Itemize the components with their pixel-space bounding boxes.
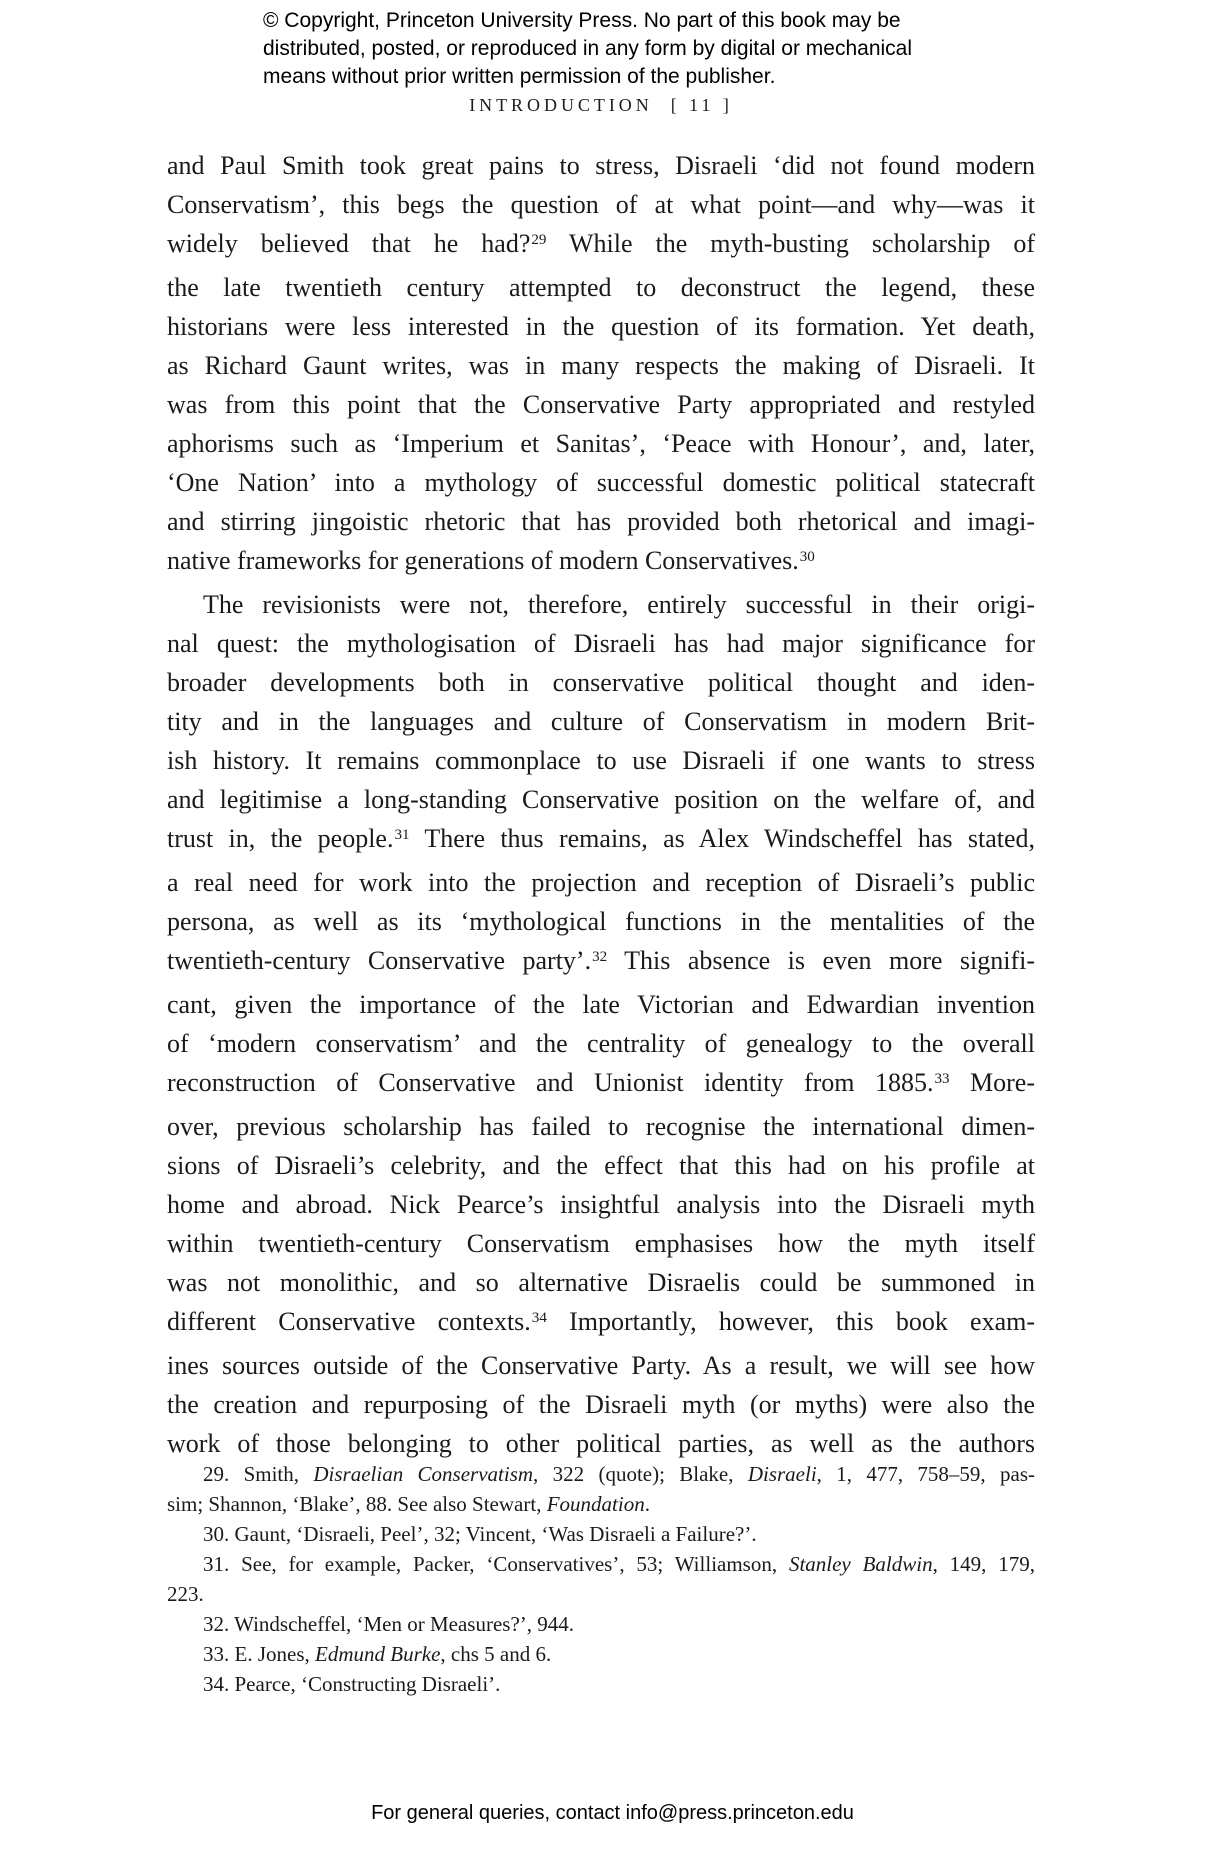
chapter-title: INTRODUCTION (469, 95, 653, 115)
paragraph: and Paul Smith took great pains to stress, Disraeli ‘did not found modern Conservatism’, this begs the question of at what point—and why—was it widely believed that he had?$^{29}$ While the myth-busting scholarship of the late twentieth century attempted to deconstruct the legend, these historians were less interested in the question of its formation. Yet death, as Richard Gaunt writes, was in many respects the making of Disraeli. It was from this point that the Conservative Party appropriated and restyled aphorisms such as ‘Imperium et Sanitas’, ‘Peace with Honour’, and, later, ‘One Nation’ into a mythology of successful domestic political statecraft and stirring jingoistic rhetoric that has provided both rhetorical and imagi- native frameworks for generations of modern Conservatives.$^{30}$ (167, 151, 1035, 575)
footnotes-section (167, 1459, 1035, 1699)
footer-query-line: For general queries, contact info@press.princeton.edu (371, 1802, 854, 1824)
body-text (167, 146, 1035, 1463)
footnote: 33. E. Jones, Edmund Burke, chs 5 and 6. (203, 1642, 552, 1666)
footnote: 32. Windscheffel, ‘Men or Measures?’, 944. (203, 1612, 575, 1636)
footnote: 34. Pearce, ‘Constructing Disraeli’. (203, 1672, 501, 1696)
paragraph: The revisionists were not, therefore, entirely successful in their origi- nal quest: the mythologisation of Disraeli has had major significance for broader developments both in conservative political thought and iden- tity and in the languages and culture of Conservatism in modern Brit- ish history. It remains commonplace to use Disraeli if one wants to stress and legitimise a long-standing Conservative position on the welfare of, and trust in, the people.$^{31}$ There thus remains, as Alex Windscheffel has stated, a real need for work into the projection and reception of Disraeli’s public persona, as well as its ‘mythological functions in the mentalities of the twentieth-century Conservative party’.$^{32}$ This absence is even more signifi- cant, given the importance of the late Victorian and Edwardian invention of ‘modern conservatism’ and the centrality of genealogy to the overall reconstruction of Conservative and Unionist identity from 1885.33 More- over, previous scholarship has failed to recognise the international dimen- sions of Disraeli’s celebrity, and the effect that this had on his profile at home and abroad. Nick Pearce’s insightful analysis into the Disraeli myth within twentieth-century Conservatism emphasises how the myth itself was not monolithic, and so alternative Disraelis could be summoned in different Conservative contexts.$^{34}$ Importantly, however, this book exam- ines sources outside of the Conservative Party. As a result, we will see how the creation and repurposing of the Disraeli myth (or myths) were also the work of those belonging to other political parties, as well as the authors (167, 590, 1036, 1458)
footnote: 31. See, for example, Packer, ‘Conservatives’, 53; Williamson, Stanley Baldwin, 149, 179, 223. (167, 1552, 1036, 1606)
footnote: 29. Smith, Disraelian Conservatism, 322 (quote); Blake, Disraeli, 1, 477, 758–59, pas- sim; Shannon, ‘Blake’, 88. See also Stewart, Foundation. (167, 1462, 1035, 1516)
footnote: 30. Gaunt, ‘Disraeli, Peel’, 32; Vincent, ‘Was Disraeli a Failure?’. (203, 1522, 757, 1546)
page-folio: [ 11 ] (670, 95, 733, 115)
copyright-notice: © Copyright, Princeton University Press. No part of this book may be distributed, posted, or reproduced in any form by digital or mechanical means without prior written permission of the publisher. (263, 9, 913, 88)
running-header (167, 94, 1035, 116)
